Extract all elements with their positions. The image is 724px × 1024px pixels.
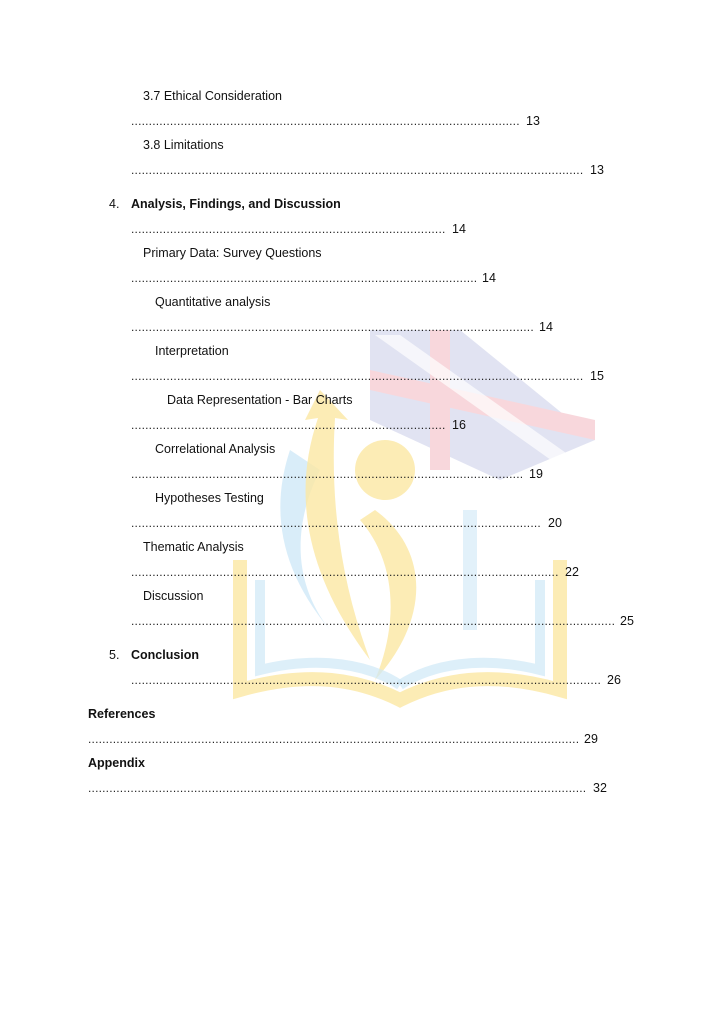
toc-page-number: 22 <box>565 565 579 579</box>
toc-page-number: 15 <box>590 369 604 383</box>
toc-chapter-number: 5. <box>109 648 120 662</box>
toc-leader-dots <box>131 368 584 384</box>
toc-page-number: 19 <box>529 467 543 481</box>
toc-entry-label: Quantitative analysis <box>155 295 271 309</box>
toc-page-number: 14 <box>452 222 466 236</box>
toc-leader-row <box>131 319 553 335</box>
toc-page-number: 14 <box>482 271 496 285</box>
toc-leader-row <box>131 368 604 384</box>
toc-leader-row <box>131 613 634 629</box>
toc-leader-dots <box>131 319 533 335</box>
toc-entry-label: Interpretation <box>155 344 229 358</box>
toc-leader-row <box>131 221 466 237</box>
toc-entry-label: Conclusion <box>131 648 200 662</box>
toc-entry-label: Hypotheses Testing <box>155 491 264 505</box>
toc-entry-label: Thematic Analysis <box>143 540 244 554</box>
toc-leader-dots <box>131 221 446 237</box>
toc-page-number: 29 <box>584 732 598 746</box>
toc-leader-row <box>131 270 496 286</box>
toc-leader-dots <box>131 270 476 286</box>
toc-entry-label: Primary Data: Survey Questions <box>143 246 322 260</box>
toc-leader-dots <box>131 672 601 688</box>
toc-page-number: 13 <box>526 114 540 128</box>
toc-leader-dots <box>131 564 559 580</box>
toc-leader-row <box>131 564 579 580</box>
toc-entry-label: Data Representation - Bar Charts <box>167 393 353 407</box>
toc-leader-dots <box>131 113 520 129</box>
toc-entry-label: Discussion <box>143 589 204 603</box>
toc-leader-row <box>88 780 607 796</box>
toc-entry-label: 3.8 Limitations <box>143 138 224 152</box>
toc-page-number: 16 <box>452 418 466 432</box>
toc-leader-row <box>131 672 621 688</box>
toc-page-number: 20 <box>548 516 562 530</box>
toc-chapter-number: 4. <box>109 197 120 211</box>
toc-entry-label: Correlational Analysis <box>155 442 276 456</box>
toc-leader-row <box>131 515 562 531</box>
toc-chapter-heading <box>109 647 199 663</box>
toc-entry-label: 3.7 Ethical Consideration <box>143 89 282 103</box>
toc-page-number: 25 <box>620 614 634 628</box>
toc-leader-row <box>131 113 540 129</box>
toc-leader-row <box>131 466 543 482</box>
toc-page-number: 32 <box>593 781 607 795</box>
toc-entry-label: Appendix <box>88 756 145 770</box>
toc-leader-dots <box>88 780 587 796</box>
toc-entry-label: References <box>88 707 156 721</box>
toc-leader-row <box>131 162 604 178</box>
toc-leader-dots <box>131 515 542 531</box>
toc-page-number: 14 <box>539 320 553 334</box>
toc-chapter-heading <box>109 196 341 212</box>
toc-entry-label: Analysis, Findings, and Discussion <box>131 197 341 211</box>
toc-leader-dots <box>131 466 523 482</box>
toc-leader-dots <box>131 417 446 433</box>
toc-leader-row <box>131 417 466 433</box>
toc-leader-dots <box>131 613 614 629</box>
toc-leader-row <box>88 731 598 747</box>
toc-page-number: 13 <box>590 163 604 177</box>
toc-leader-dots <box>88 731 578 747</box>
toc-leader-dots <box>131 162 584 178</box>
toc-page-number: 26 <box>607 673 621 687</box>
